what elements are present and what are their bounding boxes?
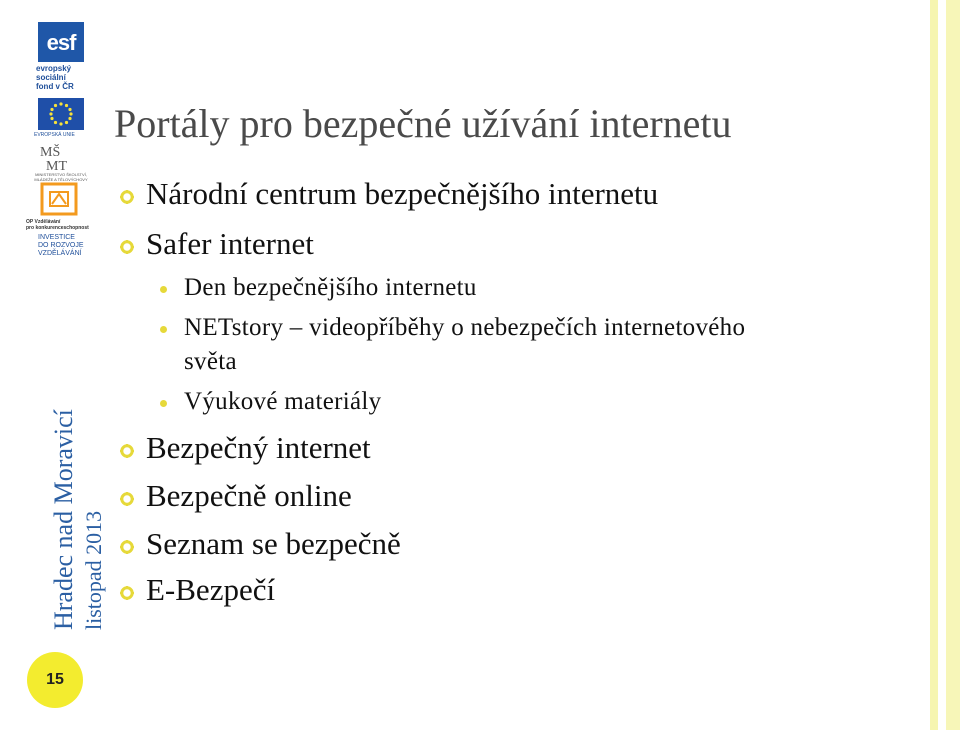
sub-list-item: NETstory – videopříběhy o nebezpečích internetového (184, 314, 746, 341)
right-stripe-outer (946, 0, 960, 730)
bullet-dot-icon (160, 286, 167, 293)
svg-text:MŠ: MŠ (40, 145, 61, 160)
list-item: Seznam se bezpečně (146, 526, 401, 561)
svg-text:MT: MT (46, 159, 67, 172)
bullet-gear-icon (120, 444, 134, 458)
ministry-caption: MINISTERSTVO ŠKOLSTVÍ, MLÁDEŽE A TĚLOVÝCHOVY (34, 172, 88, 182)
list-item: Safer internet (146, 226, 314, 261)
side-location: Hradec nad Moravicí (49, 409, 78, 630)
side-date: listopad 2013 (81, 510, 106, 630)
esf-logo-text: esf (46, 30, 76, 55)
ministry-logo-icon (32, 142, 90, 176)
bullet-gear-icon (120, 190, 134, 204)
page-number-badge: 15 (27, 652, 83, 708)
bullet-dot-icon (160, 326, 167, 333)
op-logo-icon (36, 182, 82, 218)
esf-caption: evropský sociální fond v ČR (36, 64, 74, 91)
list-item: Národní centrum bezpečnějšího internetu (146, 176, 659, 211)
list-item: Bezpečný internet (146, 430, 371, 465)
sub-list-item: Výukové materiály (184, 388, 382, 415)
bullet-gear-icon (120, 540, 134, 554)
list-item: E-Bezpečí (146, 572, 276, 607)
eu-flag-icon (38, 98, 84, 130)
op-caption: OP Vzdělávání pro konkurenceschopnost (26, 219, 89, 231)
list-item: Bezpečně online (146, 478, 352, 513)
right-stripe (930, 0, 938, 730)
bullet-gear-icon (120, 492, 134, 506)
sub-list-item: světa (184, 348, 237, 375)
invest-caption: INVESTICE DO ROZVOJE VZDĚLÁVÁNÍ (38, 234, 84, 257)
bullet-gear-icon (120, 586, 134, 600)
side-vertical-text (45, 390, 105, 630)
bullet-dot-icon (160, 400, 167, 407)
bullet-gear-icon (120, 240, 134, 254)
eu-caption: EVROPSKÁ UNIE (34, 132, 75, 138)
sub-list-item: Den bezpečnějšího internetu (184, 274, 477, 301)
slide-title: Portály pro bezpečné užívání internetu (114, 101, 732, 146)
